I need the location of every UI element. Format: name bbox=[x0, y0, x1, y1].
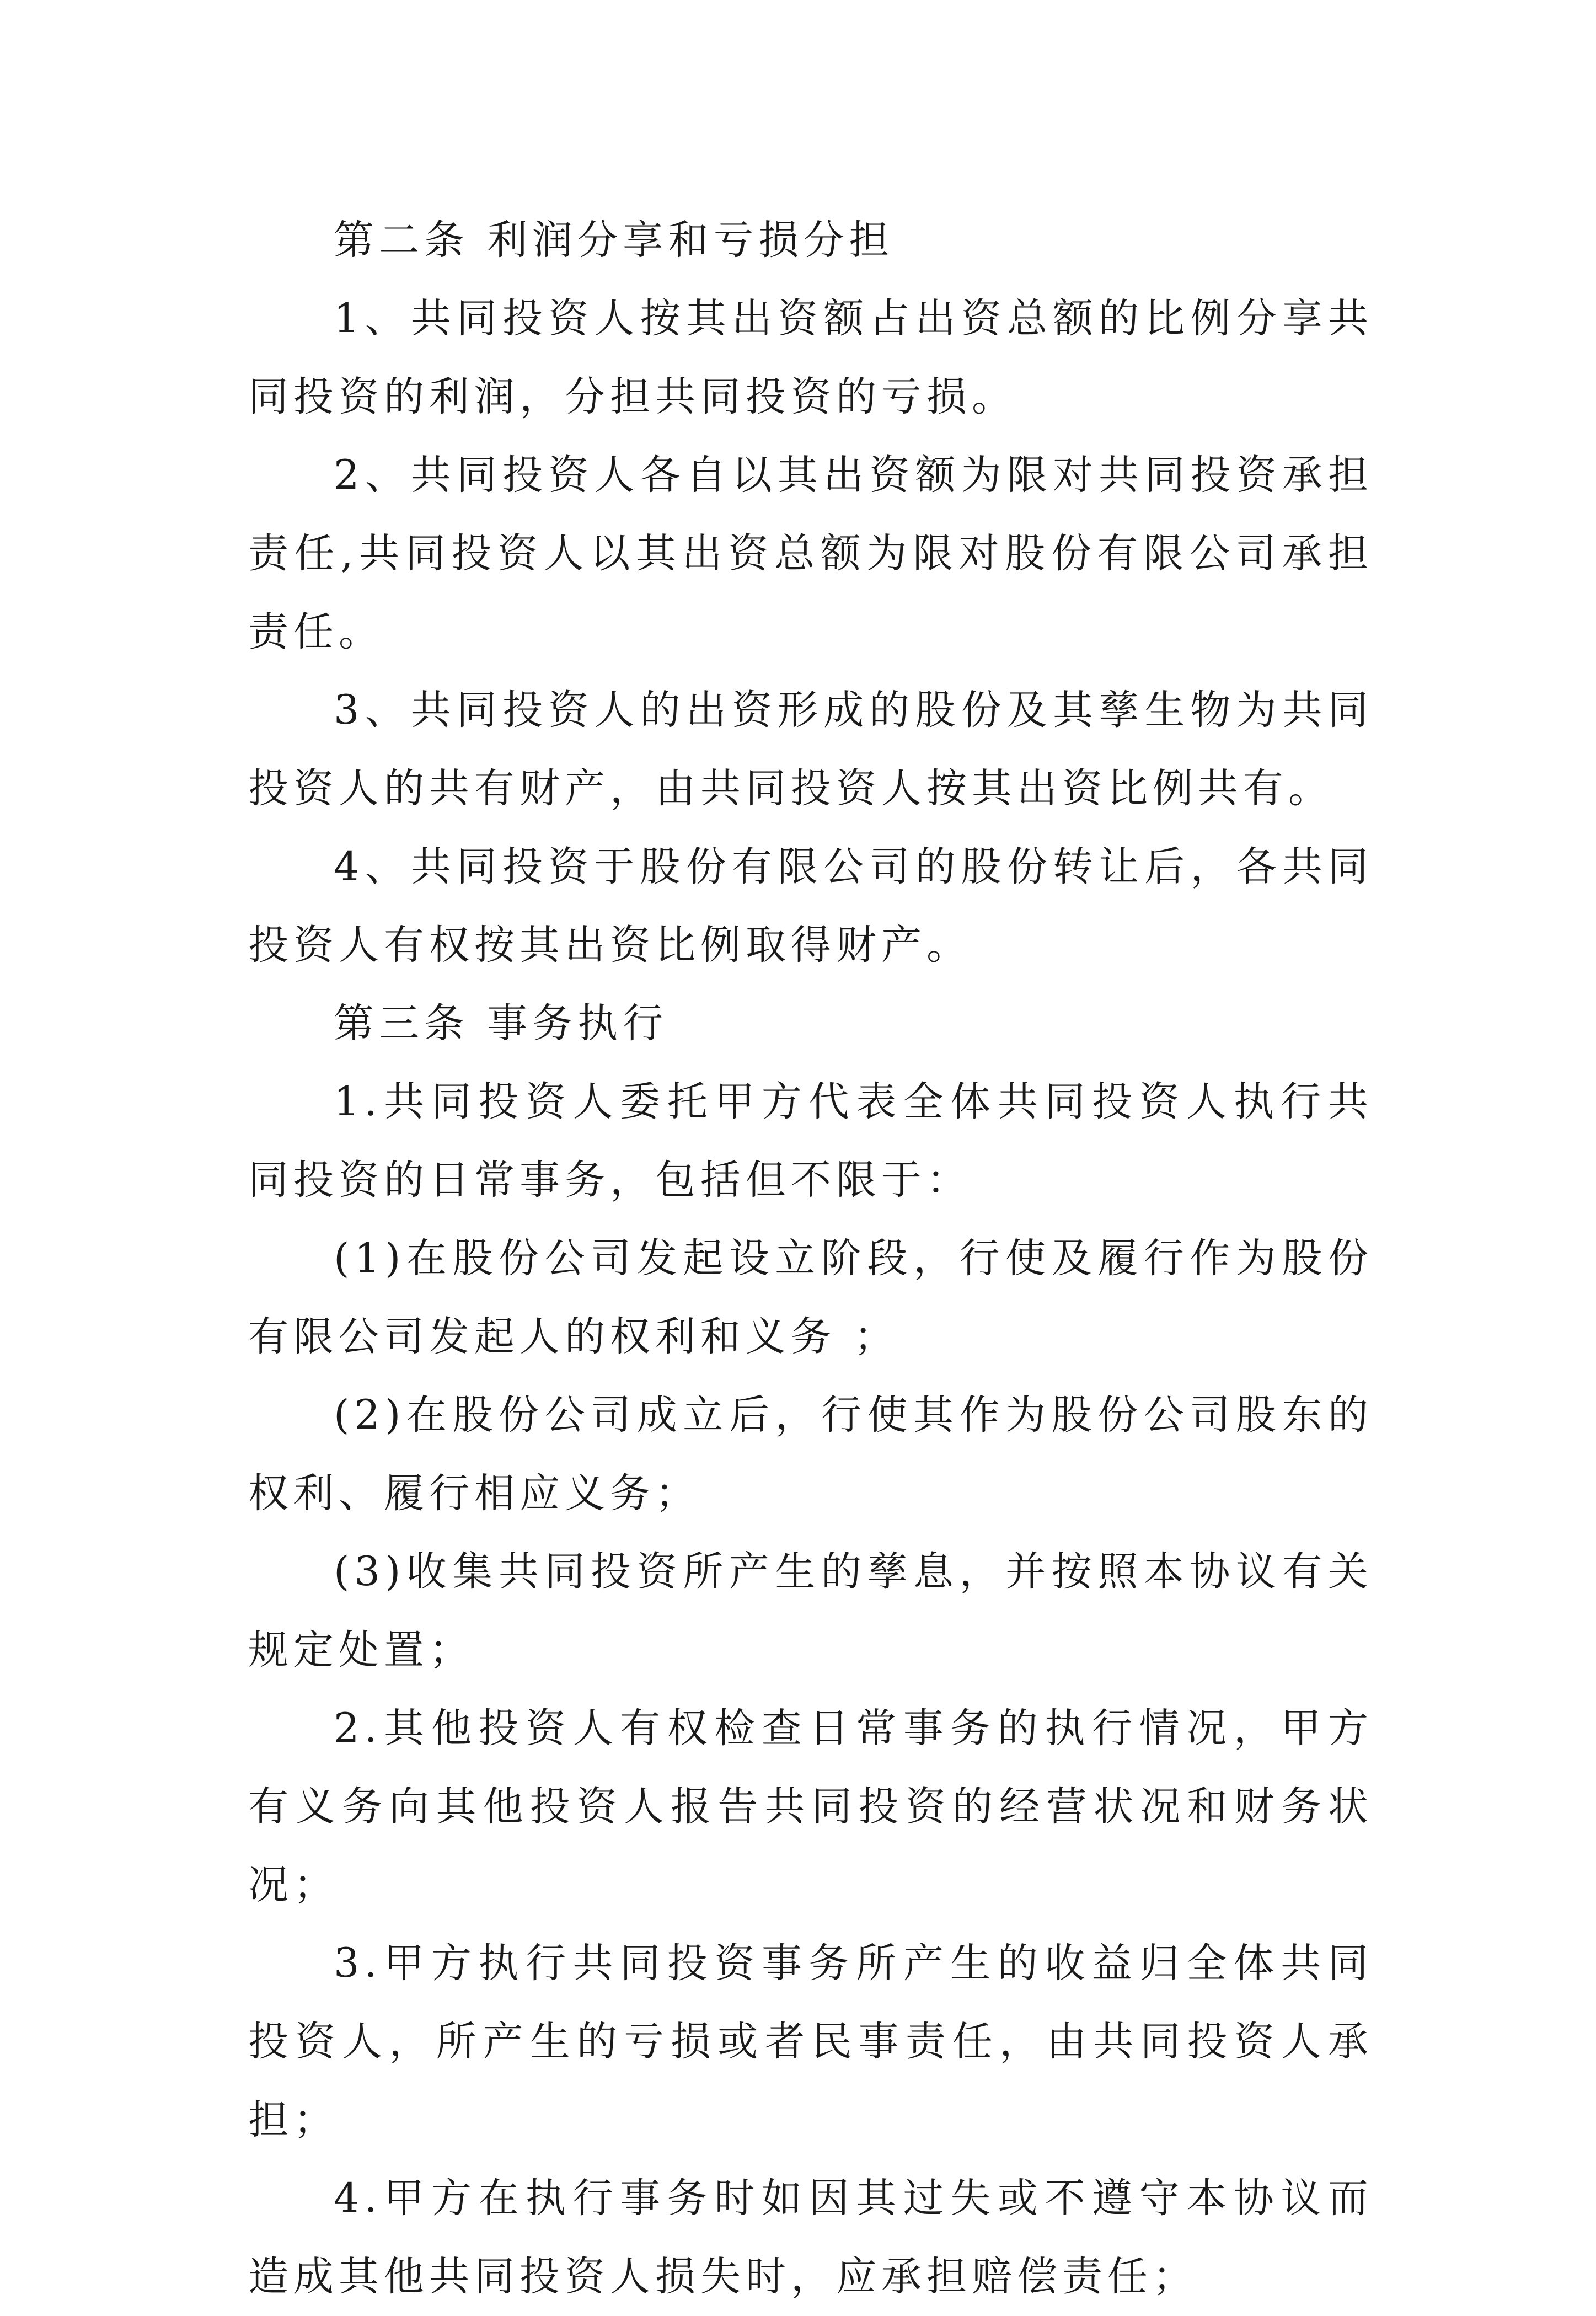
article-3-clause-1-item-1: (1)在股份公司发起设立阶段，行使及履行作为股份有限公司发起人的权利和义务 ； bbox=[248, 1235, 1373, 1360]
article-2-clause-4: 4、共同投资于股份有限公司的股份转让后，各共同投资人有权按其出资比例取得财产。 bbox=[248, 843, 1373, 969]
article-2-clause-3: 3、共同投资人的出资形成的股份及其孳生物为共同投资人的共有财产，由共同投资人按其出资比例共有。 bbox=[248, 687, 1373, 812]
article-3-heading: 第三条 事务执行 bbox=[334, 1000, 668, 1047]
article-2-clause-2: 2、共同投资人各自以其出资额为限对共同投资承担责任,共同投资人以其出资总额为限对股份有限公司承担责任。 bbox=[248, 452, 1373, 655]
article-3-clause-3: 3.甲方执行共同投资事务所产生的收益归全体共同投资人，所产生的亏损或者民事责任，由共同投资人承担； bbox=[248, 1940, 1373, 2143]
article-2-clause-1: 1、共同投资人按其出资额占出资总额的比例分享共同投资的利润，分担共同投资的亏损。 bbox=[248, 295, 1373, 420]
article-2-heading: 第二条 利润分享和亏损分担 bbox=[334, 217, 895, 264]
article-3-clause-1-item-3: (3)收集共同投资所产生的孳息，并按照本协议有关规定处置； bbox=[248, 1548, 1373, 1673]
article-3-clause-4: 4.甲方在执行事务时如因其过失或不遵守本协议而造成其他共同投资人损失时，应承担赔偿责任； bbox=[248, 2175, 1373, 2300]
document-body bbox=[248, 201, 1373, 2316]
article-3-clause-2: 2.其他投资人有权检查日常事务的执行情况，甲方有义务向其他投资人报告共同投资的经营状况和财务状况； bbox=[248, 1705, 1373, 1908]
article-3-clause-1-item-2: (2)在股份公司成立后，行使其作为股份公司股东的权利、履行相应义务； bbox=[248, 1392, 1373, 1517]
article-3-clause-1: 1.共同投资人委托甲方代表全体共同投资人执行共同投资的日常事务，包括但不限于： bbox=[248, 1078, 1373, 1204]
